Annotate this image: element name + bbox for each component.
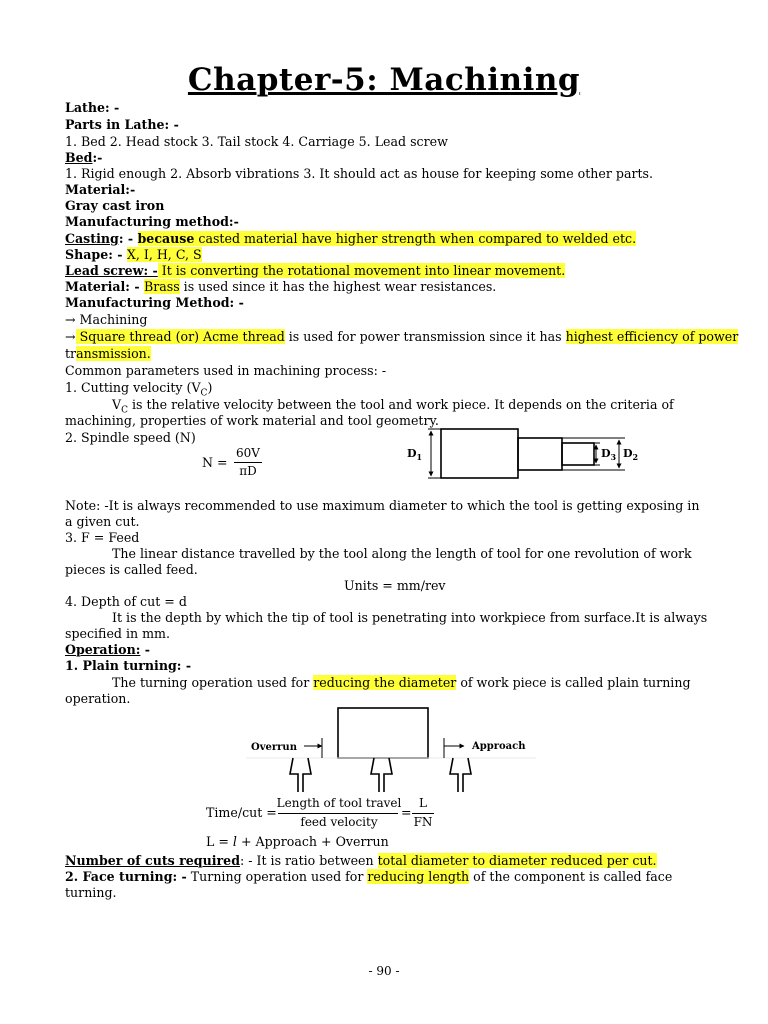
efficiency-highlight: highest efficiency of power bbox=[565, 329, 739, 344]
plain-text1-highlight: reducing the diameter bbox=[313, 675, 457, 690]
page-number: - 90 - bbox=[368, 964, 400, 978]
operation-label: Operation: bbox=[65, 642, 141, 657]
arrow-icon: → bbox=[65, 329, 76, 344]
plain-text1 bbox=[112, 675, 691, 691]
material-value: Gray cast iron bbox=[65, 198, 165, 213]
cutting-tool-middle bbox=[371, 758, 392, 792]
leadscrew-text: It is converting the rotational movement into linear movement. bbox=[157, 263, 566, 278]
casting-text: casted material have higher strength when compared to welded etc. bbox=[194, 231, 637, 246]
doc-label: 4. Depth of cut = d bbox=[65, 594, 187, 609]
mfg-heading: Manufacturing method:- bbox=[65, 214, 239, 229]
spindle-label: 2. Spindle speed (N) bbox=[65, 430, 196, 445]
thread-highlight: Square thread (or) Acme thread bbox=[75, 329, 285, 344]
material2-line bbox=[65, 279, 496, 295]
l-eq-b: + Approach + Overrun bbox=[236, 834, 389, 849]
cuts-highlight: total diameter to diameter reduced per cut. bbox=[377, 853, 657, 868]
shape-value: X, I, H, C, S bbox=[126, 247, 202, 262]
plain-text1-a: The turning operation used for bbox=[112, 675, 314, 690]
shape-label: Shape: - bbox=[65, 247, 127, 262]
doc-text2: specified in mm. bbox=[65, 626, 171, 641]
face-turning-line bbox=[65, 869, 672, 885]
mfg2-heading: Manufacturing Method: - bbox=[65, 295, 244, 310]
time-denominator2: FN bbox=[413, 815, 433, 829]
casting-sep: : - bbox=[118, 231, 138, 246]
casting-label: Casting bbox=[65, 231, 119, 246]
shaft-small-section bbox=[562, 443, 594, 465]
cuts-sep: : - It is ratio between bbox=[240, 853, 378, 868]
feed-units: Units = mm/rev bbox=[344, 578, 446, 593]
workpiece-block bbox=[338, 708, 428, 758]
material2-value: Brass bbox=[143, 279, 180, 294]
leadscrew-line bbox=[65, 263, 565, 279]
shape-line bbox=[65, 247, 202, 263]
shaft-medium-section bbox=[518, 438, 562, 470]
time-fraction-bar2 bbox=[412, 813, 434, 814]
n-eq: N = bbox=[202, 455, 228, 470]
face-label: 2. Face turning: - bbox=[65, 869, 187, 884]
page-title: Chapter-5: Machining bbox=[187, 62, 581, 98]
plain-text2: operation. bbox=[65, 691, 131, 706]
feed-text2: pieces is called feed. bbox=[65, 562, 198, 577]
material2-label: Material: - bbox=[65, 279, 144, 294]
arrow-machining: → Machining bbox=[65, 312, 148, 327]
plain-text1-b: of work piece is called plain turning bbox=[456, 675, 691, 690]
stepped-shaft-diagram bbox=[400, 424, 670, 486]
length-equation bbox=[206, 834, 389, 850]
cuts-line bbox=[65, 853, 657, 869]
face-text-b: of the component is called face bbox=[469, 869, 673, 884]
material2-text: is used since it has the highest wear resistances. bbox=[179, 279, 497, 294]
casting-highlight bbox=[138, 231, 637, 246]
casting-line bbox=[65, 231, 636, 247]
n-fraction-bar bbox=[234, 462, 262, 463]
time-numerator: Length of tool travel bbox=[276, 796, 402, 810]
transmission-line bbox=[65, 346, 151, 362]
cutting-tool-right bbox=[450, 758, 471, 792]
l-eq-a: L = bbox=[206, 834, 233, 849]
bed-label: Bed bbox=[65, 150, 93, 165]
cv-label: 1. Cutting velocity (V bbox=[65, 380, 201, 395]
time-fraction-bar bbox=[278, 813, 398, 814]
feed-label: 3. F = Feed bbox=[65, 530, 140, 545]
common-params: Common parameters used in machining process: - bbox=[65, 363, 387, 378]
operation-suffix: - bbox=[140, 642, 151, 657]
cv-close: ) bbox=[207, 380, 213, 395]
approach-label: Approach bbox=[472, 741, 526, 752]
vc-text-line2: machining, properties of work material and tool geometry. bbox=[65, 413, 439, 428]
note-line2: a given cut. bbox=[65, 514, 140, 529]
face-text2: turning. bbox=[65, 885, 117, 900]
casting-because: because bbox=[137, 231, 195, 246]
n-denominator: πD bbox=[239, 464, 257, 478]
vc-symbol: V bbox=[112, 397, 122, 412]
material-heading: Material:- bbox=[65, 182, 136, 197]
time-equals: = bbox=[401, 805, 412, 820]
operation-heading bbox=[65, 642, 150, 658]
time-denominator: feed velocity bbox=[300, 815, 378, 829]
parts-heading: Parts in Lathe: - bbox=[65, 117, 179, 132]
n-numerator: 60V bbox=[236, 446, 260, 460]
lathe-heading: Lathe: - bbox=[65, 100, 120, 115]
thread-mid: is used for power transmission since it has bbox=[284, 329, 566, 344]
plain-turning-heading: 1. Plain turning: - bbox=[65, 658, 192, 673]
d2-label: $D_2$ bbox=[623, 447, 639, 462]
note-line1: Note: -It is always recommended to use maximum diameter to which the tool is getting exposing in bbox=[65, 498, 700, 513]
bed-heading bbox=[65, 150, 102, 166]
face-highlight: reducing length bbox=[367, 869, 470, 884]
cv-sub: C bbox=[200, 388, 208, 399]
d3-label: $D_3$ bbox=[601, 447, 617, 462]
l-eq-l: l bbox=[232, 834, 237, 849]
face-text-a: Turning operation used for bbox=[186, 869, 368, 884]
time-numerator2: L bbox=[419, 796, 427, 810]
overrun-label: Overrun bbox=[251, 742, 297, 753]
bed-suffix: :- bbox=[92, 150, 103, 165]
shaft-large-section bbox=[441, 429, 518, 478]
arrow-thread-line bbox=[65, 329, 738, 345]
d1-label: $D_1$ bbox=[407, 447, 423, 462]
parts-list: 1. Bed 2. Head stock 3. Tail stock 4. Carriage 5. Lead screw bbox=[65, 134, 448, 149]
vc-sub: C bbox=[121, 405, 128, 416]
transmission-a: tr bbox=[65, 346, 77, 361]
cutting-tool-left bbox=[290, 758, 311, 792]
feed-text1: The linear distance travelled by the tool along the length of tool for one revolution of work bbox=[112, 546, 692, 561]
time-lhs: Time/cut = bbox=[206, 805, 277, 820]
vc-text1: is the relative velocity between the tool and work piece. It depends on the criteria of bbox=[128, 397, 674, 412]
cuts-label: Number of cuts required bbox=[65, 853, 240, 868]
transmission-highlight: ansmission. bbox=[76, 346, 151, 361]
leadscrew-label: Lead screw: - bbox=[65, 263, 158, 278]
plain-turning-diagram bbox=[246, 702, 536, 796]
bed-points: 1. Rigid enough 2. Absorb vibrations 3. It should act as house for keeping some other parts. bbox=[65, 166, 654, 181]
doc-text1: It is the depth by which the tip of tool is penetrating into workpiece from surface.It is always bbox=[112, 610, 708, 625]
